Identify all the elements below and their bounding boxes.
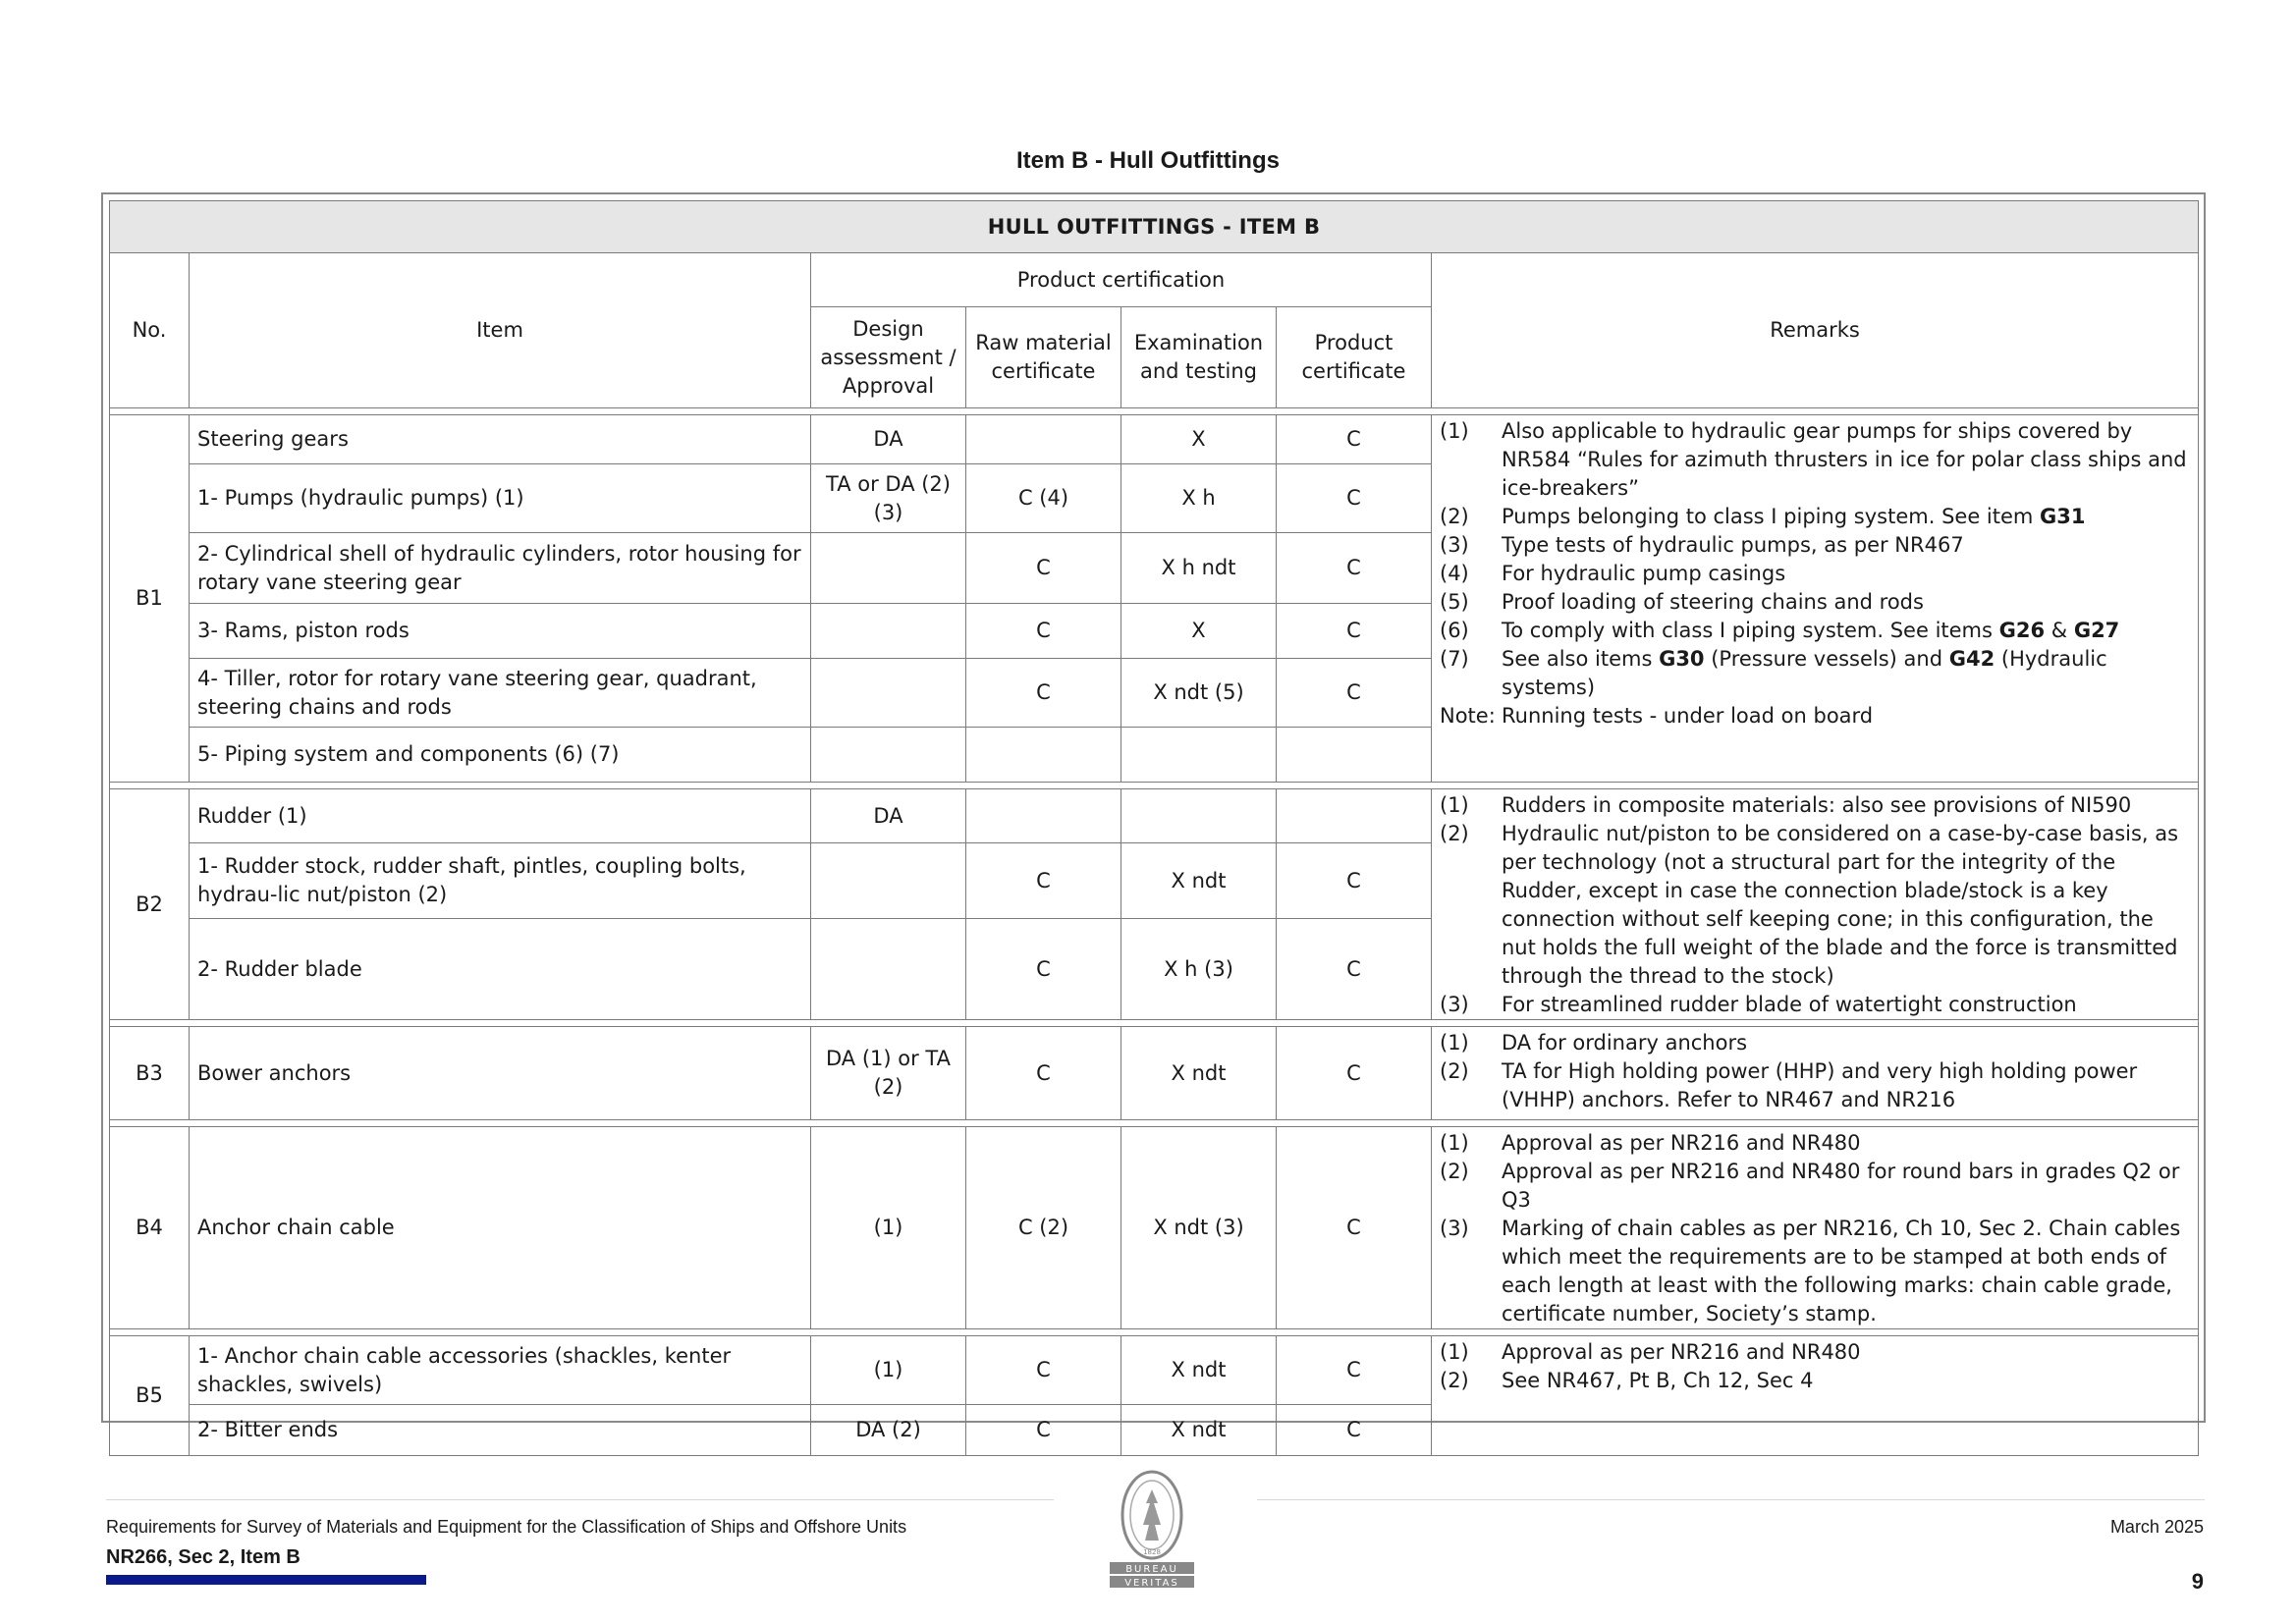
product-certificate-cell: C xyxy=(1277,1127,1432,1329)
table-row xyxy=(110,1336,2199,1405)
raw-material-cell: C (4) xyxy=(966,464,1121,533)
remark-number: (1) xyxy=(1440,1340,1469,1364)
page-title: Item B - Hull Outfittings xyxy=(1016,147,1280,174)
remark-text: DA for ordinary anchors xyxy=(1502,1031,1748,1055)
raw-material-cell xyxy=(966,415,1121,464)
raw-material-cell: C xyxy=(966,919,1121,1020)
footer-document-title: Requirements for Survey of Materials and Equipment for the Classification of Ships and Offshore Units xyxy=(106,1517,907,1537)
remark-text: Rudders in composite materials: also see provisions of NI590 xyxy=(1502,793,2132,817)
product-certificate-cell: C xyxy=(1277,415,1432,464)
logo-text-veritas: VERITAS xyxy=(1124,1578,1179,1589)
remark-number: (1) xyxy=(1440,793,1469,817)
remark-number: (3) xyxy=(1440,993,1469,1016)
remark-text: Pumps belonging to class I piping system. See item G31 xyxy=(1502,505,2086,528)
header-product-certificate: Product certificate xyxy=(1277,307,1432,408)
raw-material-cell: C xyxy=(966,1336,1121,1405)
remark-text: Marking of chain cables as per NR216, Ch 10, Sec 2. Chain cables which meet the requirements are to be stamped at both ends of each length at least with the following marks: chain cable grade, certificate number, Society’s stamp. xyxy=(1502,1217,2181,1325)
design-assessment-cell xyxy=(811,604,966,659)
footer-reference: NR266, Sec 2, Item B xyxy=(106,1546,301,1568)
remarks-cell xyxy=(1432,1336,2199,1456)
group-separator xyxy=(110,783,2199,789)
group-separator xyxy=(110,1329,2199,1336)
remark-item xyxy=(1440,645,2190,702)
item-cell: Steering gears xyxy=(190,415,811,464)
remark-item xyxy=(1440,560,2190,588)
raw-material-cell xyxy=(966,728,1121,783)
remark-item xyxy=(1440,1029,2190,1057)
remark-item xyxy=(1440,1158,2190,1215)
logo-text-bureau: BUREAU xyxy=(1125,1564,1178,1575)
remark-text: Proof loading of steering chains and rods xyxy=(1502,590,1924,614)
page-number: 9 xyxy=(2191,1569,2204,1594)
remark-item xyxy=(1440,991,2190,1019)
remark-text: Also applicable to hydraulic gear pumps for ships covered by NR584 “Rules for azimuth thrusters in ice for polar class ships and ice-breakers” xyxy=(1502,419,2187,500)
item-number: B3 xyxy=(110,1027,190,1120)
item-cell: Bower anchors xyxy=(190,1027,811,1120)
header-product-certification: Product certification xyxy=(811,253,1432,307)
item-cell: 2- Cylindrical shell of hydraulic cylinders, rotor housing for rotary vane steering gear xyxy=(190,533,811,604)
logo-year: 1828 xyxy=(1143,1548,1161,1556)
item-cell: 3- Rams, piston rods xyxy=(190,604,811,659)
hull-outfittings-table xyxy=(109,200,2199,1456)
remarks-cell xyxy=(1432,1127,2199,1329)
header-raw-material: Raw material certificate xyxy=(966,307,1121,408)
examination-cell: X ndt (3) xyxy=(1121,1127,1277,1329)
bureau-veritas-logo-icon xyxy=(1100,1468,1204,1591)
design-assessment-cell: DA xyxy=(811,789,966,843)
remark-number: (4) xyxy=(1440,562,1469,585)
remark-item xyxy=(1440,531,2190,560)
design-assessment-cell: (1) xyxy=(811,1336,966,1405)
design-assessment-cell xyxy=(811,659,966,728)
remark-number: (6) xyxy=(1440,619,1469,642)
item-cell: 4- Tiller, rotor for rotary vane steering gear, quadrant, steering chains and rods xyxy=(190,659,811,728)
examination-cell: X h (3) xyxy=(1121,919,1277,1020)
remark-text: For streamlined rudder blade of watertight construction xyxy=(1502,993,2077,1016)
remark-text: TA for High holding power (HHP) and very high holding power (VHHP) anchors. Refer to NR467 and NR216 xyxy=(1502,1059,2138,1111)
remark-number: (2) xyxy=(1440,505,1469,528)
remark-number: Note: xyxy=(1440,704,1496,728)
design-assessment-cell: TA or DA (2) (3) xyxy=(811,464,966,533)
header-remarks: Remarks xyxy=(1432,253,2199,408)
design-assessment-cell xyxy=(811,533,966,604)
remark-number: (1) xyxy=(1440,1131,1469,1155)
design-assessment-cell: DA (2) xyxy=(811,1405,966,1456)
examination-cell: X h ndt xyxy=(1121,533,1277,604)
product-certificate-cell: C xyxy=(1277,1027,1432,1120)
table-row xyxy=(110,415,2199,464)
raw-material-cell: C xyxy=(966,843,1121,919)
raw-material-cell: C xyxy=(966,659,1121,728)
table-banner: HULL OUTFITTINGS - ITEM B xyxy=(110,201,2199,253)
raw-material-cell: C xyxy=(966,1405,1121,1456)
remark-number: (3) xyxy=(1440,533,1469,557)
remark-number: (2) xyxy=(1440,1160,1469,1183)
examination-cell: X xyxy=(1121,415,1277,464)
item-cell: 1- Rudder stock, rudder shaft, pintles, coupling bolts, hydrau-lic nut/piston (2) xyxy=(190,843,811,919)
remark-item xyxy=(1440,503,2190,531)
group-separator xyxy=(110,1020,2199,1027)
remark-number: (7) xyxy=(1440,647,1469,671)
examination-cell xyxy=(1121,728,1277,783)
remark-number: (5) xyxy=(1440,590,1469,614)
remark-item xyxy=(1440,1338,2190,1367)
product-certificate-cell: C xyxy=(1277,533,1432,604)
examination-cell: X ndt (5) xyxy=(1121,659,1277,728)
header-item: Item xyxy=(190,253,811,408)
design-assessment-cell xyxy=(811,728,966,783)
product-certificate-cell xyxy=(1277,789,1432,843)
remark-text: Approval as per NR216 and NR480 for round bars in grades Q2 or Q3 xyxy=(1502,1160,2180,1212)
remark-number: (1) xyxy=(1440,1031,1469,1055)
product-certificate-cell: C xyxy=(1277,843,1432,919)
raw-material-cell: C (2) xyxy=(966,1127,1121,1329)
table-row xyxy=(110,1027,2199,1120)
item-cell: 1- Pumps (hydraulic pumps) (1) xyxy=(190,464,811,533)
remark-text: Type tests of hydraulic pumps, as per NR467 xyxy=(1502,533,1964,557)
product-certificate-cell: C xyxy=(1277,464,1432,533)
remark-text: For hydraulic pump casings xyxy=(1502,562,1786,585)
examination-cell: X ndt xyxy=(1121,1405,1277,1456)
remark-item xyxy=(1440,1129,2190,1158)
remark-text: Running tests - under load on board xyxy=(1502,704,1874,728)
design-assessment-cell xyxy=(811,843,966,919)
remark-item xyxy=(1440,617,2190,645)
footer-rule-left xyxy=(106,1499,1054,1500)
remark-text: Approval as per NR216 and NR480 xyxy=(1502,1131,1861,1155)
remark-number: (3) xyxy=(1440,1217,1469,1240)
remark-number: (2) xyxy=(1440,1369,1469,1392)
item-cell: 2- Rudder blade xyxy=(190,919,811,1020)
item-cell: Rudder (1) xyxy=(190,789,811,843)
examination-cell: X ndt xyxy=(1121,1336,1277,1405)
table-row xyxy=(110,1127,2199,1329)
remark-text: To comply with class I piping system. See items G26 & G27 xyxy=(1502,619,2120,642)
item-cell: 2- Bitter ends xyxy=(190,1405,811,1456)
product-certificate-cell xyxy=(1277,728,1432,783)
raw-material-cell: C xyxy=(966,1027,1121,1120)
item-cell: 1- Anchor chain cable accessories (shackles, kenter shackles, swivels) xyxy=(190,1336,811,1405)
remark-number: (1) xyxy=(1440,419,1469,443)
item-cell: 5- Piping system and components (6) (7) xyxy=(190,728,811,783)
table-row xyxy=(110,789,2199,843)
remark-item xyxy=(1440,417,2190,503)
design-assessment-cell: DA xyxy=(811,415,966,464)
remark-item xyxy=(1440,820,2190,991)
footer-rule-right xyxy=(1257,1499,2205,1500)
remark-item xyxy=(1440,702,2190,730)
item-number: B5 xyxy=(110,1336,190,1456)
remark-number: (2) xyxy=(1440,822,1469,845)
design-assessment-cell xyxy=(811,919,966,1020)
item-number: B4 xyxy=(110,1127,190,1329)
footer-date: March 2025 xyxy=(2109,1517,2204,1537)
item-number: B2 xyxy=(110,789,190,1020)
remark-text: Approval as per NR216 and NR480 xyxy=(1502,1340,1861,1364)
product-certificate-cell: C xyxy=(1277,604,1432,659)
item-number: B1 xyxy=(110,415,190,783)
product-certificate-cell: C xyxy=(1277,1336,1432,1405)
design-assessment-cell: (1) xyxy=(811,1127,966,1329)
remark-item xyxy=(1440,1367,2190,1395)
item-cell: Anchor chain cable xyxy=(190,1127,811,1329)
header-no: No. xyxy=(110,253,190,408)
examination-cell: X xyxy=(1121,604,1277,659)
remark-text: See also items G30 (Pressure vessels) and G42 (Hydraulic systems) xyxy=(1502,647,2107,699)
footer-accent-bar xyxy=(106,1575,426,1585)
remark-item xyxy=(1440,1215,2190,1328)
remark-item xyxy=(1440,588,2190,617)
raw-material-cell: C xyxy=(966,533,1121,604)
remarks-cell xyxy=(1432,415,2199,783)
remark-number: (2) xyxy=(1440,1059,1469,1083)
examination-cell xyxy=(1121,789,1277,843)
raw-material-cell: C xyxy=(966,604,1121,659)
remark-item xyxy=(1440,791,2190,820)
remarks-cell xyxy=(1432,789,2199,1020)
examination-cell: X ndt xyxy=(1121,843,1277,919)
header-examination: Examination and testing xyxy=(1121,307,1277,408)
remarks-cell xyxy=(1432,1027,2199,1120)
raw-material-cell xyxy=(966,789,1121,843)
group-separator xyxy=(110,1120,2199,1127)
remark-text: Hydraulic nut/piston to be considered on a case-by-case basis, as per technology (not a structural part for the integrity of the Rudder, except in case the connection blade/stock is a key connection without self keeping cone; in this configuration, the nut holds the full weight of the blade and the force is transmitted through the thread to the stock) xyxy=(1502,822,2179,988)
examination-cell: X h xyxy=(1121,464,1277,533)
examination-cell: X ndt xyxy=(1121,1027,1277,1120)
design-assessment-cell: DA (1) or TA (2) xyxy=(811,1027,966,1120)
table-body xyxy=(110,408,2199,1456)
group-separator xyxy=(110,408,2199,415)
remark-item xyxy=(1440,1057,2190,1114)
product-certificate-cell: C xyxy=(1277,659,1432,728)
header-design-assessment: Design assessment / Approval xyxy=(811,307,966,408)
product-certificate-cell: C xyxy=(1277,1405,1432,1456)
product-certificate-cell: C xyxy=(1277,919,1432,1020)
remark-text: See NR467, Pt B, Ch 12, Sec 4 xyxy=(1502,1369,1814,1392)
